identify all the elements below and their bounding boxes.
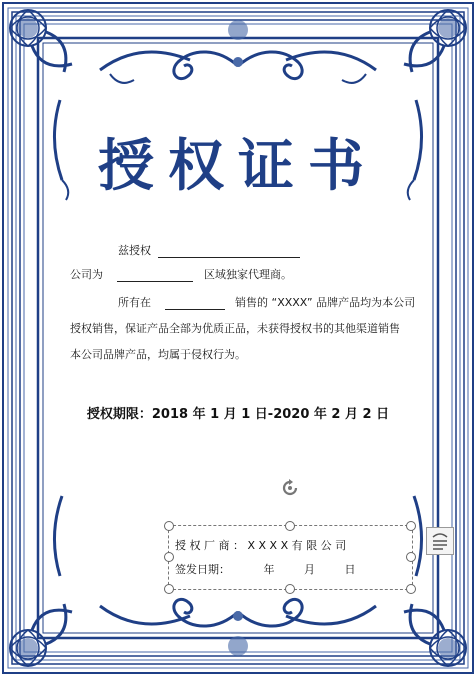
region-text: 区域独家代理商。: [204, 268, 292, 281]
paragraph-line-1: [118, 294, 415, 310]
grant-label: 兹授权: [118, 244, 151, 257]
paragraph-line-2: 授权销售，保证产品全部为优质正品，未获得授权书的其他渠道销售: [70, 322, 400, 335]
resize-handle-top-left[interactable]: [164, 521, 174, 531]
issue-date-label: 签发日期：: [175, 563, 230, 576]
authorization-period: 授权期限：2018 年 1 月 1 日-2020 年 2 月 2 日: [86, 407, 390, 422]
month-label: 月: [304, 563, 315, 576]
resize-handle-top-right[interactable]: [406, 521, 416, 531]
resize-handle-top-center[interactable]: [285, 521, 295, 531]
paragraph-line-3: 本公司品牌产品，均属于侵权行为。: [70, 348, 246, 361]
year-label: 年: [263, 563, 275, 576]
region-blank[interactable]: [117, 269, 193, 282]
company-line: [70, 266, 292, 282]
signature-text-box[interactable]: [168, 525, 413, 590]
company-label: 公司为: [70, 268, 103, 281]
para-rest: 销售的 “XXXX” 品牌产品均为本公司: [235, 296, 416, 309]
issue-date-line: [175, 561, 356, 577]
sales-region-blank[interactable]: [165, 297, 225, 310]
grant-line: [118, 242, 300, 258]
layout-options-button[interactable]: [426, 527, 454, 555]
resize-handle-bottom-left[interactable]: [164, 584, 174, 594]
grantee-blank[interactable]: [158, 245, 300, 258]
resize-handle-middle-left[interactable]: [164, 552, 174, 562]
para-intro: 所有在: [118, 296, 151, 309]
certificate-title: 授权证书: [98, 134, 378, 199]
resize-handle-bottom-center[interactable]: [285, 584, 295, 594]
layout-options-icon: [427, 528, 453, 554]
resize-handle-bottom-right[interactable]: [406, 584, 416, 594]
rotate-icon[interactable]: [280, 478, 300, 498]
day-label: 日: [344, 563, 356, 576]
manufacturer-line: 授 权 厂 商 ： X X X X 有 限 公 司: [175, 539, 347, 552]
resize-handle-middle-right[interactable]: [406, 552, 416, 562]
